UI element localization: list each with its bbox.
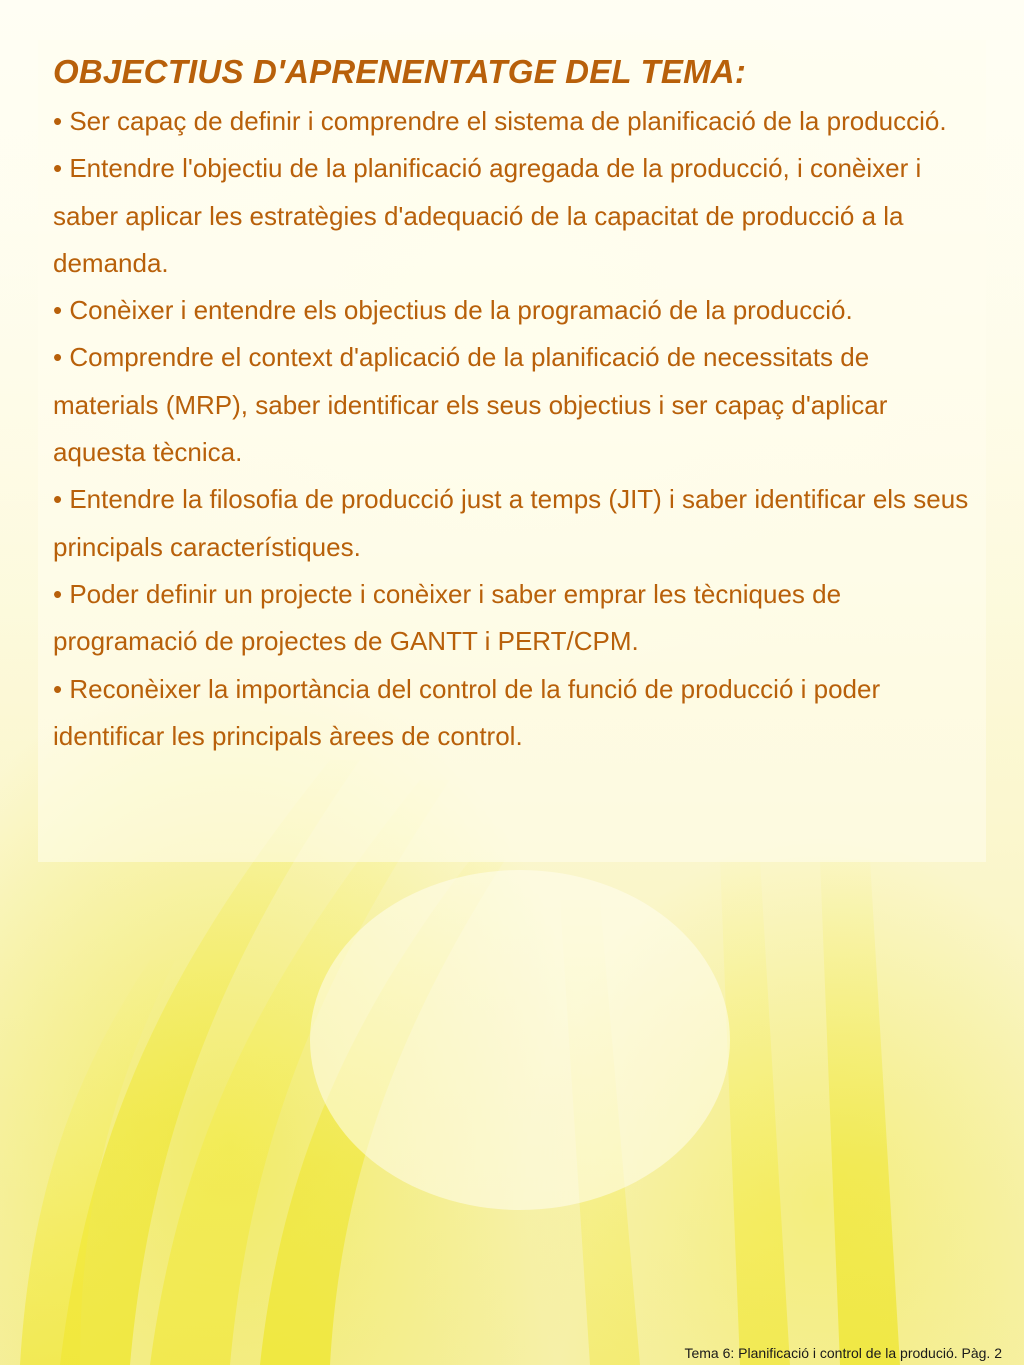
page-footer: Tema 6: Planificació i control de la produció. Pàg. 2 [684,1345,1002,1361]
objective-item: • Entendre la filosofia de producció just a temps (JIT) i saber identificar els seus principals característiques. [53,484,969,562]
objective-item: • Poder definir un projecte i conèixer i saber emprar les tècniques de programació de projectes de GANTT i PERT/CPM. [53,578,842,657]
objectives-section [53,52,973,760]
objective-item: • Conèixer i entendre els objectius de la programació de la producció. [53,295,853,326]
page-title: OBJECTIUS D'APRENENTATGE DEL TEMA: [53,53,747,90]
objectives-list [53,98,973,760]
objective-item: • Ser capaç de definir i comprendre el sistema de planificació de la producció. [53,106,947,136]
objective-item: • Comprendre el context d'aplicació de la planificació de necessitats de materials (MRP), saber identificar els seus objectius i ser capaç d'aplicar aquesta tècnica. [53,342,888,468]
objective-item: • Entendre l'objectiu de la planificació agregada de la producció, i conèixer i saber aplicar les estratègies d'adequació de la capacitat de producció a la demanda. [53,153,922,278]
objective-item: • Reconèixer la importància del control de la funció de producció i poder identificar les principals àrees de control. [53,673,881,751]
